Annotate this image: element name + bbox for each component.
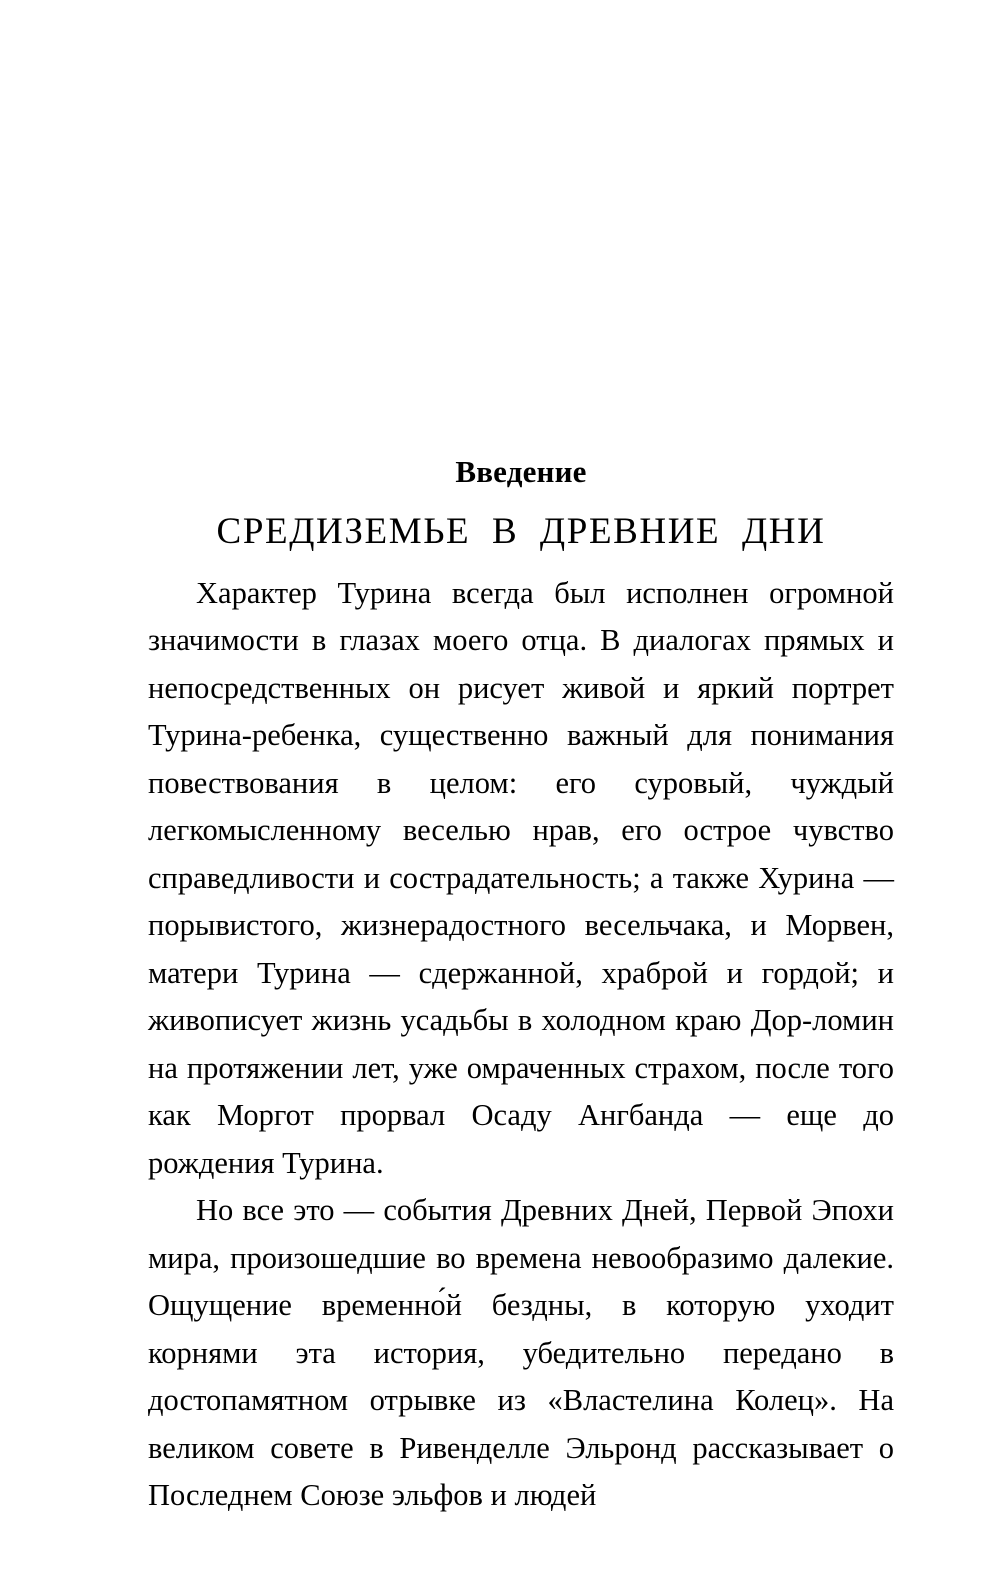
body-paragraph xyxy=(148,570,894,1188)
body-paragraph xyxy=(148,1187,894,1520)
paragraph-text: Но все это — события Древних Дней, Первой Эпохи мира, произошедшие во времена невообразимо далекие. Ощущение временно́й бездны, в которую уходит корнями эта история, убедительно передано в достопамятном отрывке из «Властелина Колец». На великом совете в Ривенделле Эльронд рассказывает о Последнем Союзе эльфов и людей xyxy=(148,1193,894,1513)
chapter-title: СРЕДИЗЕМЬЕ В ДРЕВНИЕ ДНИ xyxy=(216,511,826,553)
paragraph-text: Характер Турина всегда был исполнен огромной значимости в глазах моего отца. В диалогах прямых и непосредственных он рисует живой и яркий портрет Турина-ребенка, существенно важный для понимания повествования в целом: его суровый, чуждый легкомысленному веселью нрав, его острое чувство справедливости и сострадательность; а также Хурина — порывистого, жизнерадостного весельчака, и Морвен, матери Турина — сдержанной, храброй и гордой; и живописует жизнь усадьбы в холодном краю Дор-ломин на протяжении лет, уже омраченных страхом, после того как Моргот прорвал Осаду Ангбанда — еще до рождения Турина. xyxy=(148,575,894,1180)
section-label: Введение xyxy=(455,454,587,489)
page-content xyxy=(148,455,894,1520)
